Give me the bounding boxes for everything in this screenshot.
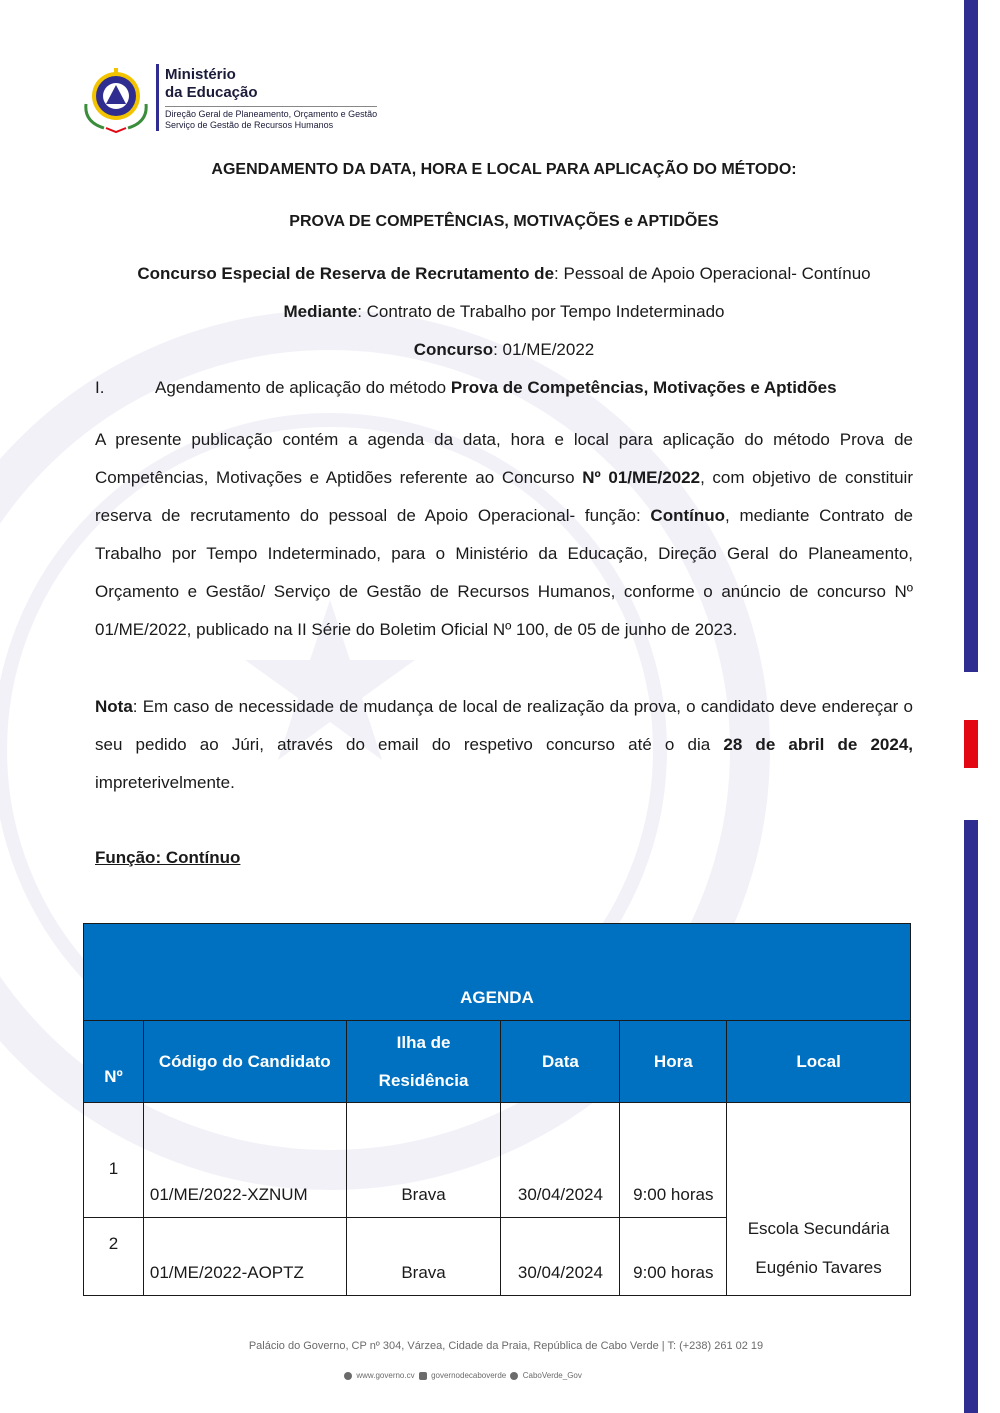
island-header-line1: Ilha de — [396, 1032, 451, 1052]
local-line1: Escola Secundária — [747, 1219, 890, 1238]
document-title-line2: PROVA DE COMPETÊNCIAS, MOTIVAÇÕES e APTIDÕES — [289, 213, 719, 230]
row-island: Brava — [346, 1218, 501, 1296]
column-header-island — [346, 1021, 501, 1103]
concurso-reserve-line — [95, 264, 913, 284]
mediante-label: Mediante — [283, 302, 358, 321]
footer-links — [0, 1371, 924, 1380]
footer-facebook[interactable]: governodecaboverde — [431, 1371, 507, 1380]
concurso-reserve-label: Concurso Especial de Reserva de Recrutamento de — [137, 264, 555, 283]
nota-paragraph — [95, 688, 913, 802]
row-candidate-code: 01/ME/2022-AOPTZ — [143, 1218, 346, 1296]
row-num: 1 — [84, 1103, 144, 1218]
ministry-line2: da Educação — [165, 84, 258, 101]
row-time: 9:00 horas — [620, 1103, 727, 1218]
sidebar-blue-top — [964, 0, 978, 672]
row-island: Brava — [346, 1103, 501, 1218]
column-header-time: Hora — [620, 1021, 727, 1103]
intro-paragraph — [95, 421, 913, 649]
row-num: 2 — [84, 1218, 144, 1296]
ministry-name-block — [156, 64, 377, 131]
directorate-name: Direção Geral de Planeamento, Orçamento e Gestão — [165, 106, 377, 120]
local-cell — [727, 1103, 911, 1296]
column-header-num: Nº — [84, 1021, 144, 1103]
funcao-heading: Função: Contínuo — [95, 848, 241, 867]
section-number: I. — [95, 378, 105, 397]
row-time: 9:00 horas — [620, 1218, 727, 1296]
footer-twitter[interactable]: CaboVerde_Gov — [522, 1371, 582, 1380]
sidebar-blue-bottom — [964, 820, 978, 1413]
nota-text-1: : Em caso de necessidade de mudança de local de realização da prova, o candidato deve endereçar o seu pedido ao Júri, através do email do respetivo concurso até o dia — [95, 697, 913, 754]
section-i-heading — [95, 378, 837, 398]
intro-text-1: A presente publicação contém a agenda da data, hora e local para aplicação do método Prova de Competências, Motivações e Aptidões referente ao Concurso — [95, 430, 913, 487]
intro-text-2: , com objetivo de constituir reserva de recrutamento do pessoal de Apoio Operacional- função: — [95, 468, 914, 525]
row-date: 30/04/2024 — [501, 1103, 620, 1218]
agenda-title: AGENDA — [84, 924, 911, 1021]
nota-label: Nota — [95, 697, 133, 716]
facebook-icon — [419, 1372, 427, 1380]
footer-web[interactable]: www.governo.cv — [356, 1371, 415, 1380]
twitter-icon — [510, 1372, 518, 1380]
concurso-reserve-value: : Pessoal de Apoio Operacional- Contínuo — [554, 264, 871, 283]
column-header-local: Local — [727, 1021, 911, 1103]
sidebar-red — [964, 720, 978, 768]
row-candidate-code: 01/ME/2022-XZNUM — [143, 1103, 346, 1218]
nota-text-2: impreterivelmente. — [95, 773, 235, 792]
concurso-number-line — [95, 340, 913, 360]
row-date: 30/04/2024 — [501, 1218, 620, 1296]
agenda-table — [83, 923, 911, 1296]
coat-of-arms-icon — [80, 64, 152, 134]
intro-text-3: , mediante Contrato de Trabalho por Tempo Indeterminado, para o Ministério da Educação, Direção Geral do Planeamento, Orçamento e Gestão/ Serviço de Gestão de Recursos Humanos, conforme o anúncio de concurso Nº 01/ME/2022, publicado na II Série do Boletim Oficial Nº 100, de 05 de junho de 2023. — [95, 506, 913, 639]
nota-deadline: 28 de abril de 2024, — [723, 735, 914, 754]
document-title-line1: AGENDAMENTO DA DATA, HORA E LOCAL PARA APLICAÇÃO DO MÉTODO: — [211, 161, 797, 178]
section-bold-text: Prova de Competências, Motivações e Aptidões — [450, 378, 837, 397]
concurso-number-label: Concurso — [413, 340, 494, 359]
letterhead — [80, 64, 377, 134]
footer-address: Palácio do Governo, CP nº 304, Várzea, Cidade da Praia, República de Cabo Verde | T: (+238) 261 02 19 — [248, 1340, 764, 1352]
intro-concurso-number: Nº 01/ME/2022 — [582, 468, 701, 487]
globe-icon — [344, 1372, 352, 1380]
mediante-value: : Contrato de Trabalho por Tempo Indeterminado — [357, 302, 725, 321]
island-header-line2: Residência — [378, 1070, 469, 1090]
local-line2: Eugénio Tavares — [755, 1258, 882, 1277]
column-header-date: Data — [501, 1021, 620, 1103]
mediante-line — [95, 302, 913, 322]
column-header-code: Código do Candidato — [143, 1021, 346, 1103]
service-name: Serviço de Gestão de Recursos Humanos — [165, 120, 334, 130]
intro-function: Contínuo — [650, 506, 726, 525]
ministry-line1: Ministério — [165, 66, 236, 83]
table-row — [84, 1103, 911, 1218]
concurso-number-value: : 01/ME/2022 — [493, 340, 595, 359]
section-text: Agendamento de aplicação do método — [155, 378, 451, 397]
